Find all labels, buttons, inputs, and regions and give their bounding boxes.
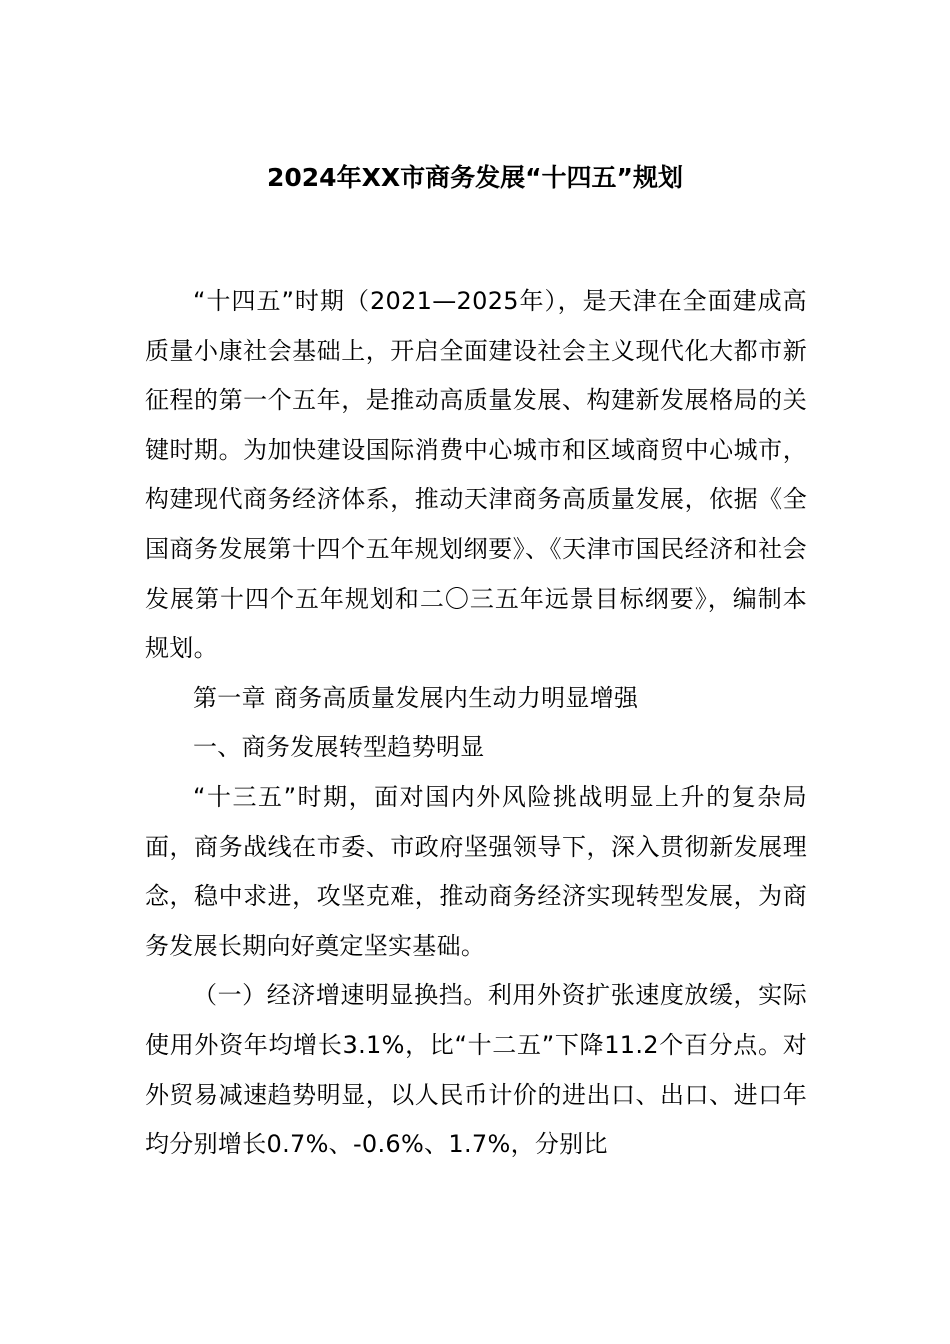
paragraph-review: “十三五”时期，面对国内外风险挑战明显上升的复杂局面，商务战线在市委、市政府坚强领导下，深入贯彻新发展理念，稳中求进，攻坚克难，推动商务经济实现转型发展，为商务发展长期向好奠定坚实基础。 [145, 782, 807, 960]
document-title: 2024年XX市商务发展“十四五”规划 [267, 163, 683, 192]
section-heading: 一、商务发展转型趋势明显 [193, 733, 485, 762]
paragraph-intro: “十四五”时期（2021—2025年），是天津在全面建成高质量小康社会基础上，开启全面建设社会主义现代化大都市新征程的第一个五年，是推动高质量发展、构建新发展格局的关键时期。为加快建设国际消费中心城市和区域商贸中心城市，构建现代商务经济体系，推动天津商务高质量发展，依据《全国商务发展第十四个五年规划纲要》、《天津市国民经济和社会发展第十四个五年规划和二〇三五年远景目标纲要》，编制本规划。 [145, 287, 807, 663]
chapter-heading: 第一章 商务高质量发展内生动力明显增强 [193, 683, 639, 712]
document-body [145, 277, 807, 1170]
paragraph-economy: （一）经济增速明显换挡。利用外资扩张速度放缓，实际使用外资年均增长3.1%，比“十二五”下降11.2个百分点。对外贸易减速趋势明显，以人民币计价的进出口、出口、进口年均分别增长0.7%、-0.6%、1.7%，分别比 [145, 981, 807, 1159]
